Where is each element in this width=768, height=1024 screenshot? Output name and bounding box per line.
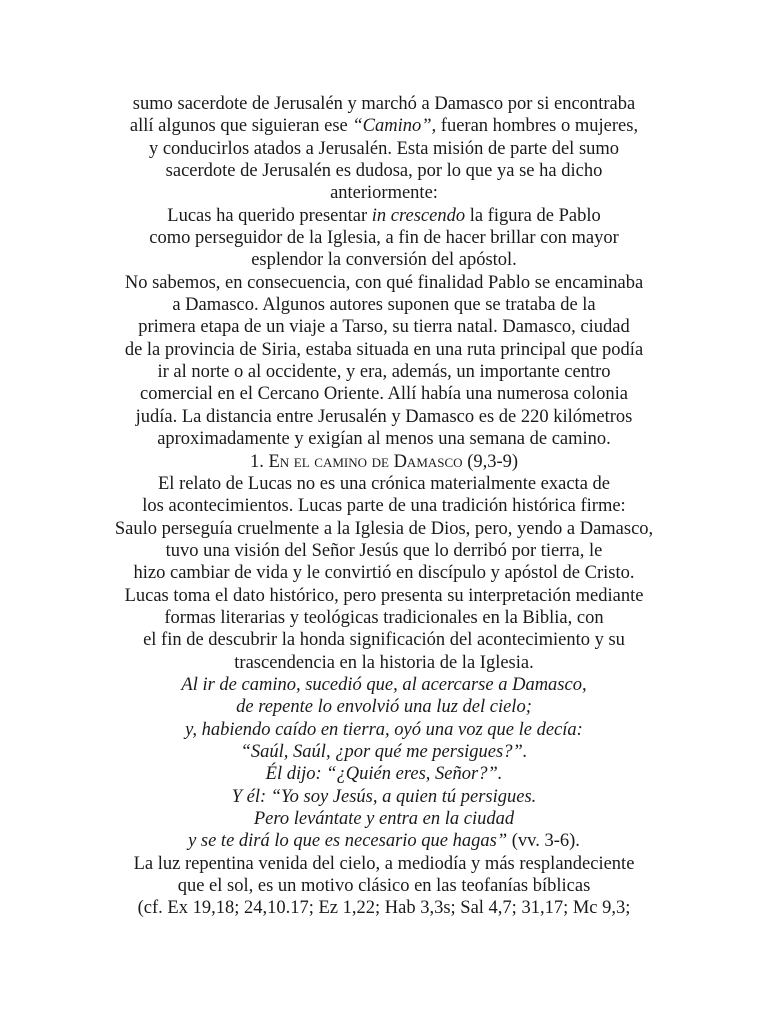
text-segment: sumo sacerdote de Jerusalén y marchó a Damasco por si encontraba (132, 94, 636, 114)
text-segment: allí algunos que siguieran ese (129, 116, 353, 137)
text-line (0, 473, 768, 495)
text-line (0, 808, 768, 830)
text-line (0, 875, 768, 897)
text-segment: la figura de Pablo (465, 205, 601, 226)
text-line (0, 272, 768, 294)
text-segment: tuvo una visión del Señor Jesús que lo derribó por tierra, le (165, 540, 603, 561)
text-line (0, 763, 768, 785)
document-page (0, 93, 768, 920)
text-segment: anteriormente: (330, 183, 438, 204)
text-segment: los acontecimientos. Lucas parte de una tradición histórica firme: (142, 496, 626, 517)
text-segment: ir al norte o al occidente, y era, además, un importante centro (157, 362, 611, 383)
text-line (0, 227, 768, 249)
text-segment: “Camino”, (352, 116, 437, 137)
text-line (0, 540, 768, 562)
text-segment: “Saúl, Saúl, ¿por qué me persigues?”. (240, 741, 528, 762)
text-line (0, 138, 768, 160)
text-segment: Al ir de camino, sucedió que, al acercarse a Damasco, (181, 674, 587, 695)
text-line (0, 93, 768, 115)
text-line (0, 607, 768, 629)
text-line (0, 249, 768, 271)
text-line (0, 629, 768, 651)
text-line (0, 361, 768, 383)
text-segment: Pero levántate y entra en la ciudad (253, 809, 515, 829)
text-segment: in crescendo (371, 205, 466, 226)
text-segment: El relato de Lucas no es una crónica materialmente exacta de (158, 473, 610, 494)
text-line (0, 853, 768, 875)
text-segment: En el camino de Damasco (268, 451, 463, 472)
text-segment: a Damasco. Algunos autores suponen que se trataba de la (172, 295, 596, 316)
text-segment: de repente lo envolvió una luz del cielo; (236, 697, 532, 718)
text-segment: fueran hombres o mujeres, (436, 116, 639, 137)
text-segment: Y él: “Yo soy Jesús, a quien tú persigues. (231, 786, 537, 807)
text-segment: Saulo perseguía cruelmente a la Iglesia de Dios, pero, yendo a Damasco, (114, 518, 654, 539)
text-segment: primera etapa de un viaje a Tarso, su tierra natal. Damasco, ciudad (138, 317, 630, 338)
text-line (0, 562, 768, 584)
text-line (0, 205, 768, 227)
text-segment: esplendor la conversión del apóstol. (251, 250, 517, 271)
text-segment: hizo cambiar de vida y le convirtió en discípulo y apóstol de Cristo. (133, 563, 635, 584)
text-segment: 1. (249, 451, 269, 472)
text-line (0, 719, 768, 741)
text-segment: Lucas ha querido presentar (167, 205, 372, 226)
text-line (0, 383, 768, 405)
text-segment: como perseguidor de la Iglesia, a fin de hacer brillar con mayor (149, 228, 619, 249)
text-segment: y conducirlos atados a Jerusalén. Esta misión de parte del sumo (148, 138, 620, 159)
text-segment: el fin de descubrir la honda significación del acontecimiento y su (143, 630, 625, 651)
text-segment: formas literarias y teológicas tradicionales en la Biblia, con (164, 607, 604, 628)
text-line (0, 339, 768, 361)
text-segment: (cf. Ex 19,18; 24,10.17; Ez 1,22; Hab 3,3s; Sal 4,7; 31,17; Mc 9,3; (137, 898, 631, 919)
text-segment: (vv. 3-6). (507, 831, 580, 852)
text-line (0, 518, 768, 540)
text-line (0, 786, 768, 808)
text-line (0, 428, 768, 450)
text-line (0, 652, 768, 674)
text-segment: sacerdote de Jerusalén es dudosa, por lo que ya se ha dicho (165, 161, 603, 182)
text-segment: No sabemos, en consecuencia, con qué finalidad Pablo se encaminaba (124, 272, 644, 293)
text-line (0, 741, 768, 763)
text-line (0, 294, 768, 316)
text-line (0, 585, 768, 607)
text-segment: y se te dirá lo que es necesario que hagas” (188, 831, 508, 852)
text-segment: aproximadamente y exigían al menos una semana de camino. (157, 429, 611, 450)
text-segment: (9,3-9) (462, 451, 519, 472)
text-segment: que el sol, es un motivo clásico en las teofanías bíblicas (177, 876, 591, 897)
text-segment: trascendencia en la historia de la Iglesia. (234, 652, 534, 673)
text-line (0, 696, 768, 718)
text-segment: judía. La distancia entre Jerusalén y Damasco es de 220 kilómetros (135, 406, 633, 427)
text-line (0, 182, 768, 204)
text-segment: La luz repentina venida del cielo, a mediodía y más resplandeciente (133, 853, 635, 874)
text-line (0, 451, 768, 473)
text-line (0, 897, 768, 919)
text-line (0, 495, 768, 517)
text-line (0, 316, 768, 338)
text-segment: de la provincia de Siria, estaba situada en una ruta principal que podía (124, 339, 644, 360)
text-line (0, 674, 768, 696)
text-segment: comercial en el Cercano Oriente. Allí había una numerosa colonia (139, 384, 628, 405)
text-line (0, 830, 768, 852)
text-segment: Lucas toma el dato histórico, pero presenta su interpretación mediante (124, 585, 644, 606)
text-line (0, 406, 768, 428)
text-segment: Él dijo: “¿Quién eres, Señor?”. (265, 764, 503, 785)
text-line (0, 115, 768, 137)
text-segment: y, habiendo caído en tierra, oyó una voz que le decía: (185, 719, 583, 740)
text-line (0, 160, 768, 182)
